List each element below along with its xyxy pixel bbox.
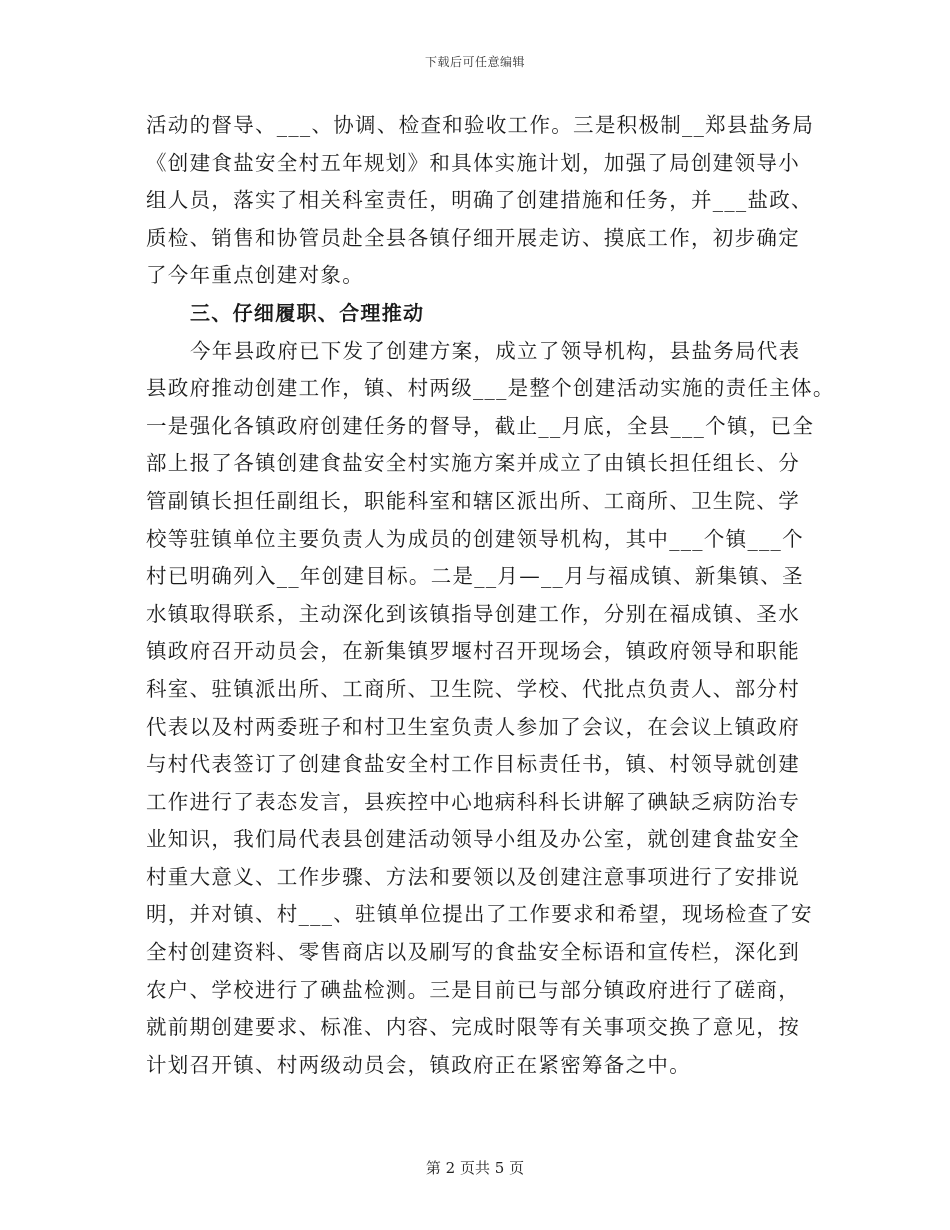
body-line: 镇政府召开动员会，在新集镇罗堰村召开现场会，镇政府领导和职能 (146, 639, 800, 664)
section-heading: 三、仔细履职、合理推动 (190, 300, 425, 325)
body-line: 组人员，落实了相关科室责任，明确了创建措施和任务，并___盐政、 (146, 188, 813, 213)
body-line: 与村代表签订了创建食盐安全村工作目标责任书，镇、村领导就创建 (146, 752, 800, 777)
body-line: 计划召开镇、村两级动员会，镇政府正在紧密筹备之中。 (146, 1052, 691, 1077)
body-line: 业知识，我们局代表县创建活动领导小组及办公室，就创建食盐安全 (146, 827, 800, 852)
body-line: 代表以及村两委班子和村卫生室负责人参加了会议，在会议上镇政府 (146, 714, 800, 739)
document-body (146, 107, 835, 1084)
body-line: 《创建食盐安全村五年规划》和具体实施计划，加强了局创建领导小 (146, 150, 800, 175)
page-header-note: 下载后可任意编辑 (424, 55, 525, 69)
body-line: 管副镇长担任副组长，职能科室和辖区派出所、工商所、卫生院、学 (146, 488, 800, 513)
body-line: 部上报了各镇创建食盐安全村实施方案并成立了由镇长担任组长、分 (146, 451, 800, 476)
body-line: 农户、学校进行了碘盐检测。三是目前已与部分镇政府进行了磋商， (146, 977, 800, 1002)
body-line: 校等驻镇单位主要负责人为成员的创建领导机构，其中___个镇___个 (146, 526, 804, 551)
body-line: 明，并对镇、村___、驻镇单位提出了工作要求和希望，现场检查了安 (146, 902, 813, 927)
body-line: 县政府推动创建工作，镇、村两级___是整个创建活动实施的责任主体。 (146, 376, 835, 401)
body-line: 村重大意义、工作步骤、方法和要领以及创建注意事项进行了安排说 (146, 864, 800, 889)
body-line: 今年县政府已下发了创建方案，成立了领导机构，县盐务局代表 (190, 338, 801, 363)
body-line: 质检、销售和协管员赴全县各镇仔细开展走访、摸底工作，初步确定 (146, 225, 800, 250)
body-line: 水镇取得联系，主动深化到该镇指导创建工作，分别在福成镇、圣水 (146, 601, 800, 626)
body-line: 村已明确列入__年创建目标。二是__月—__月与福成镇、新集镇、圣 (146, 564, 804, 589)
body-line: 科室、驻镇派出所、工商所、卫生院、学校、代批点负责人、部分村 (146, 676, 800, 701)
body-line: 活动的督导、___、协调、检查和验收工作。三是积极制__郑县盐务局 (146, 113, 815, 137)
page-number: 第 2 页共 5 页 (425, 1159, 525, 1177)
body-line: 工作进行了表态发言，县疾控中心地病科科长讲解了碘缺乏病防治专 (146, 789, 800, 814)
body-line: 就前期创建要求、标准、内容、完成时限等有关事项交换了意见，按 (146, 1015, 800, 1040)
body-line: 了今年重点创建对象。 (146, 263, 364, 288)
body-line: 全村创建资料、零售商店以及刷写的食盐安全标语和宣传栏，深化到 (146, 940, 800, 965)
body-line: 一是强化各镇政府创建任务的督导，截止__月底，全县___个镇，已全 (146, 413, 815, 438)
